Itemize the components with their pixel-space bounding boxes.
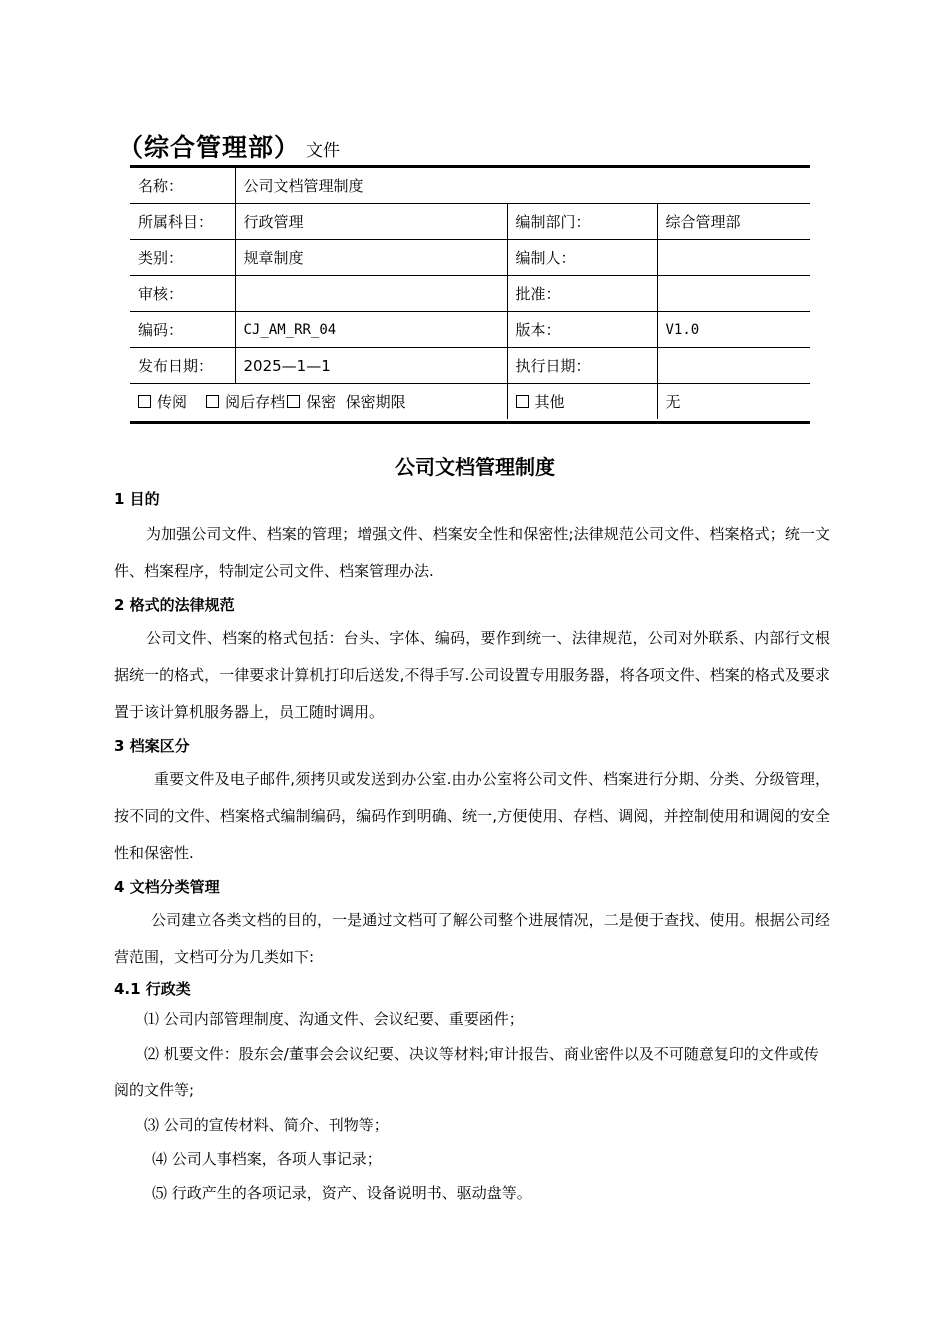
author-value bbox=[657, 240, 810, 276]
document-word: 文件 bbox=[306, 141, 341, 161]
section-heading-1: 1 目的 bbox=[114, 490, 160, 508]
meta-row-code bbox=[130, 312, 810, 348]
archive-label: 阅后存档 bbox=[225, 393, 286, 411]
document-meta-table bbox=[130, 168, 810, 419]
section-2-paragraph: 公司文件、档案的格式包括：台头、字体、编码，要作到统一、法律规范，公司对外联系、内部行文根据统一的格式，一律要求计算机打印后送发,不得手写.公司设置专用服务器，将各项文件、档案的格式及要求置于该计算机服务器上，员工随时调用。 bbox=[114, 629, 830, 721]
list-item: ⑵ 机要文件：股东会/董事会会议纪要、决议等材料;审计报告、商业密件以及不可随意复印的文件或传阅的文件等; bbox=[114, 1045, 819, 1099]
document-header bbox=[118, 128, 340, 164]
approve-value bbox=[657, 276, 810, 312]
meta-row-review bbox=[130, 276, 810, 312]
version-label: 版本： bbox=[507, 312, 657, 348]
section-heading-3: 3 档案区分 bbox=[114, 737, 190, 755]
other-label: 其他 bbox=[534, 393, 565, 411]
section-1-paragraph: 为加强公司文件、档案的管理；增强文件、档案安全性和保密性;法律规范公司文件、档案格式；统一文件、档案程序，特制定公司文件、档案管理办法. bbox=[114, 525, 830, 580]
approve-label: 批准： bbox=[507, 276, 657, 312]
name-label: 名称： bbox=[130, 168, 235, 204]
meta-row-options bbox=[130, 384, 810, 420]
name-value: 公司文档管理制度 bbox=[235, 168, 810, 204]
category-value: 规章制度 bbox=[235, 240, 507, 276]
publish-value: 2025—1—1 bbox=[235, 348, 507, 384]
section-3-paragraph: 重要文件及电子邮件,须拷贝或发送到办公室.由办公室将公司文件、档案进行分期、分类、分级管理，按不同的文件、档案格式编制编码，编码作到明确、统一,方便使用、存档、调阅，并控制使用和调阅的安全性和保密性. bbox=[114, 770, 830, 862]
exec-label: 执行日期： bbox=[507, 348, 657, 384]
meta-row-subject bbox=[130, 204, 810, 240]
category-label: 类别： bbox=[130, 240, 235, 276]
code-label: 编码： bbox=[130, 312, 235, 348]
meta-row-name bbox=[130, 168, 810, 204]
review-label: 审核： bbox=[130, 276, 235, 312]
version-value: V1.0 bbox=[657, 312, 810, 348]
meta-row-category bbox=[130, 240, 810, 276]
other-checkbox[interactable] bbox=[516, 395, 529, 408]
publish-label: 发布日期： bbox=[130, 348, 235, 384]
document-body bbox=[114, 486, 830, 1210]
list-item: ⑷ 公司人事档案，各项人事记录； bbox=[152, 1150, 382, 1168]
list-item: ⑴ 公司内部管理制度、沟通文件、会议纪要、重要函件； bbox=[144, 1010, 524, 1028]
list-item: ⑶ 公司的宣传材料、简介、刊物等； bbox=[144, 1116, 389, 1134]
archive-checkbox[interactable] bbox=[206, 395, 219, 408]
distribution-options bbox=[130, 384, 507, 420]
section-heading-4: 4 文档分类管理 bbox=[114, 878, 220, 896]
author-label: 编制人： bbox=[507, 240, 657, 276]
circulate-checkbox[interactable] bbox=[138, 395, 151, 408]
circulate-label: 传阅 bbox=[157, 393, 188, 411]
bottom-rule bbox=[130, 421, 810, 424]
subject-value: 行政管理 bbox=[235, 204, 507, 240]
meta-row-dates bbox=[130, 348, 810, 384]
list-item: ⑸ 行政产生的各项记录，资产、设备说明书、驱动盘等。 bbox=[152, 1184, 532, 1202]
dept-value: 综合管理部 bbox=[657, 204, 810, 240]
review-value bbox=[235, 276, 507, 312]
section-heading-4-1: 4.1 行政类 bbox=[114, 980, 191, 998]
department-name: （综合管理部） bbox=[118, 133, 301, 162]
code-value: CJ_AM_RR_04 bbox=[235, 312, 507, 348]
section-4-paragraph: 公司建立各类文档的目的，一是通过文档可了解公司整个进展情况，二是便于查找、使用。根据公司经营范围，文档可分为几类如下: bbox=[114, 911, 830, 966]
other-value: 无 bbox=[657, 384, 810, 420]
exec-value bbox=[657, 348, 810, 384]
document-title: 公司文档管理制度 bbox=[395, 455, 555, 479]
secret-label: 保密 bbox=[306, 393, 337, 411]
secret-period-label: 保密期限 bbox=[345, 393, 406, 411]
dept-label: 编制部门： bbox=[507, 204, 657, 240]
other-option bbox=[507, 384, 657, 420]
secret-checkbox[interactable] bbox=[287, 395, 300, 408]
section-heading-2: 2 格式的法律规范 bbox=[114, 596, 235, 614]
subject-label: 所属科目： bbox=[130, 204, 235, 240]
